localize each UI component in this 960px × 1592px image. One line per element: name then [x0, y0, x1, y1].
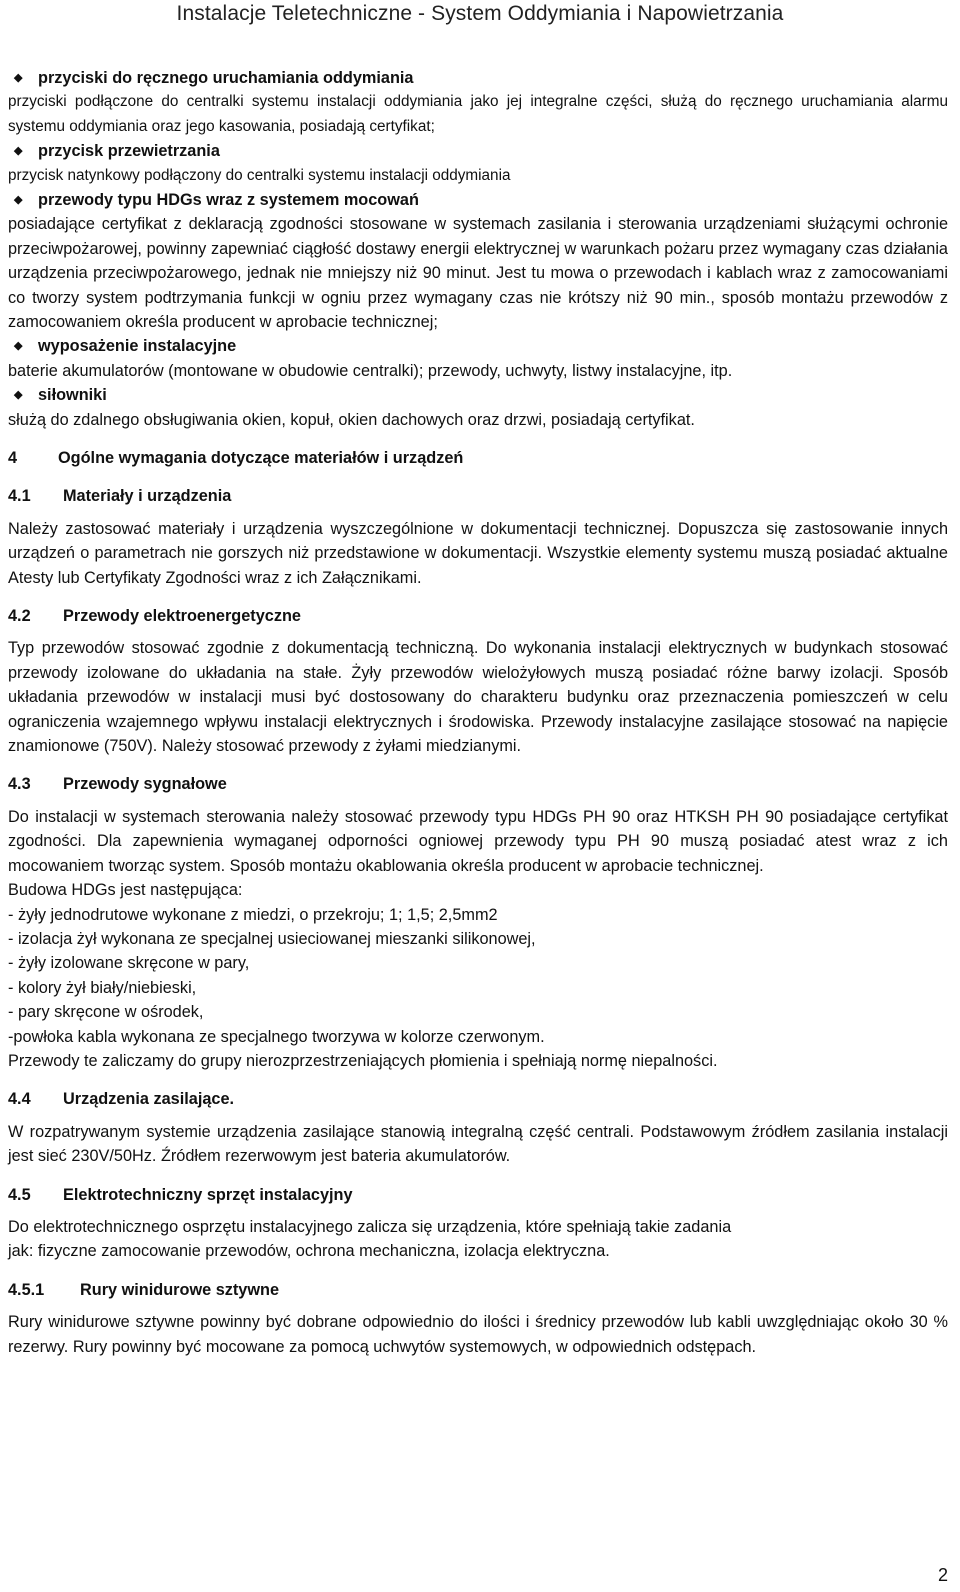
section-heading — [8, 446, 948, 470]
section-number: 4 — [8, 449, 18, 468]
paragraph: Rury winidurowe sztywne powinny być dobrane odpowiednio do ilości i średnicy przewodów lub kabli uwzględniając około 30 % rezerwy. Rury powinny być mocowane za pomocą uchwytów systemowych, w odpowiednich odstępach. — [8, 1313, 948, 1356]
bullet-text: służą do zdalnego obsługiwania okien, kopuł, okien dachowych oraz drzwi, posiadają certyfikat. — [8, 410, 695, 429]
paragraph: Typ przewodów stosować zgodnie z dokumentacją techniczną. Do wykonania instalacji elektrycznych w budynkach stosować przewody izolowane do układania na stałe. Żyły przewodów wielożyłowych muszą posiadać różne barwy izolacji. Sposób układania przewodów w instalacji musi być dostosowany do charakteru budynku oraz przeznaczenia pomieszczeń w celu ograniczenia wzajemnego wpływu instalacji elektrycznych i środowiska. Przewody instalacyjne zasilające stosować na napięcie znamionowe (750V). Należy stosować przewody z żyłami miedzianymi. — [8, 639, 948, 756]
bullet-text: baterie akumulatorów (montowane w obudowie centralki); przewody, uchwyty, listwy instalacyjne, itp. — [8, 361, 733, 380]
subsection-title: Rury winidurowe sztywne — [80, 1280, 280, 1299]
subsection-number: 4.3 — [8, 775, 31, 794]
subsection-number: 4.5.1 — [8, 1280, 45, 1299]
bullet-title: przycisk przewietrzania — [38, 142, 220, 161]
subsection-heading — [8, 1183, 948, 1207]
bullet-text: przycisk natynkowy podłączony do centralki systemu instalacji oddymiania — [8, 166, 511, 184]
paragraph: Do instalacji w systemach sterowania należy stosować przewody typu HDGs PH 90 oraz HTKSH PH 90 posiadające certyfikat zgodności. Dla zapewnienia wymaganej odporności ogniowej przewody typu PH 90 muszą posiadać atest wraz z ich mocowaniem tworząc system. Sposób montażu okablowania określa producent w aprobacie technicznej. — [8, 807, 948, 875]
bullet-heading — [8, 188, 948, 212]
bullet-title: siłowniki — [38, 386, 107, 405]
list-item: - kolory żył biały/niebieski, — [8, 978, 197, 997]
subsection-heading — [8, 772, 948, 796]
paragraph-line: Do elektrotechnicznego osprzętu instalacyjnego zalicza się urządzenia, które spełniają takie zadania — [8, 1217, 732, 1236]
subsection-heading — [8, 1087, 948, 1111]
bullet-title: przewody typu HDGs wraz z systemem mocowań — [38, 191, 419, 209]
list-item: - izolacja żył wykonana ze specjalnej usieciowanej mieszanki silikonowej, — [8, 929, 536, 948]
page-content — [8, 66, 948, 1359]
subsection-title: Przewody elektroenergetyczne — [63, 607, 301, 626]
list-intro: Budowa HDGs jest następująca: — [8, 881, 243, 900]
subsection-heading — [8, 1278, 948, 1302]
subsection-title: Materiały i urządzenia — [63, 487, 232, 506]
subsection-heading — [8, 484, 948, 508]
bullet-heading — [8, 139, 948, 163]
subsection-title: Elektrotechniczny sprzęt instalacyjny — [63, 1185, 353, 1204]
diamond-bullet-icon: ◆ — [14, 193, 23, 206]
diamond-bullet-icon: ◆ — [14, 340, 23, 353]
subsection-number: 4.2 — [8, 607, 31, 626]
page-number: 2 — [937, 1565, 948, 1585]
diamond-bullet-icon: ◆ — [14, 71, 23, 84]
subsection-title: Przewody sygnałowe — [63, 775, 227, 794]
bullet-text: przyciski podłączone do centralki systemu instalacji oddymiania jako jej integralne części, służą do ręcznego uruchamiania alarmu systemu oddymiania oraz jego kasowania, posiadają certyfikat; — [8, 93, 948, 135]
page-header: Instalacje Teletechniczne - System Oddymiania i Napowietrzania — [176, 2, 784, 25]
subsection-number: 4.4 — [8, 1090, 31, 1109]
paragraph-line: jak: fizyczne zamocowanie przewodów, ochrona mechaniczna, izolacja elektryczna. — [8, 1242, 610, 1261]
diamond-bullet-icon: ◆ — [14, 144, 23, 157]
subsection-number: 4.5 — [8, 1185, 31, 1204]
subsection-number: 4.1 — [8, 487, 31, 506]
section-title: Ogólne wymagania dotyczące materiałów i urządzeń — [58, 449, 464, 468]
subsection-title: Urządzenia zasilające. — [63, 1090, 235, 1109]
bullet-heading — [8, 334, 948, 358]
bullet-title: wyposażenie instalacyjne — [38, 337, 237, 356]
bullet-heading — [8, 383, 948, 407]
paragraph: W rozpatrywanym systemie urządzenia zasilające stanowią integralną część centrali. Podstawowym źródłem zasilania instalacji jest sieć 230V/50Hz. Źródłem rezerwowym jest bateria akumulatorów. — [8, 1122, 948, 1166]
paragraph: Należy zastosować materiały i urządzenia wyszczególnione w dokumentacji technicznej. Dopuszcza się zastosowanie innych urządzeń o parametrach nie gorszych niż przedstawione w dokumentacji. Wszystkie elementy systemu muszą posiadać aktualne Atesty lub Certyfikaty Zgodności wraz z ich Załącznikami. — [8, 519, 948, 587]
bullet-heading — [8, 66, 948, 90]
bullet-text: posiadające certyfikat z deklaracją zgodności stosowane w systemach zasilania i sterowania urządzeniami służącymi ochronie przeciwpożarowej, powinny zapewniać ciągłość dostawy energii elektrycznej w warunkach pożaru przez wymagany czas działania urządzenia przeciwpożarowego, jednak nie mniejszy niż 90 minut. Jest tu mowa o przewodach i kablach wraz z zamocowaniami co tworzy system podtrzymania funkcji w ogniu przez wymagany czas nie krótszy niż 90 min., sposób montażu przewodów z zamocowaniem określa producent w aprobacie technicznej; — [8, 215, 948, 332]
list-item: - żyły jednodrutowe wykonane z miedzi, o przekroju; 1; 1,5; 2,5mm2 — [8, 905, 498, 924]
list-outro: Przewody te zaliczamy do grupy nierozprzestrzeniających płomienia i spełniają normę niepalności. — [8, 1051, 718, 1070]
list-item: - żyły izolowane skręcone w pary, — [8, 954, 250, 973]
diamond-bullet-icon: ◆ — [14, 388, 23, 401]
list-item: - pary skręcone w ośrodek, — [8, 1003, 204, 1022]
subsection-heading — [8, 604, 948, 628]
list-item: -powłoka kabla wykonana ze specjalnego tworzywa w kolorze czerwonym. — [8, 1027, 545, 1046]
bullet-title: przyciski do ręcznego uruchamiania oddymiania — [38, 69, 414, 87]
